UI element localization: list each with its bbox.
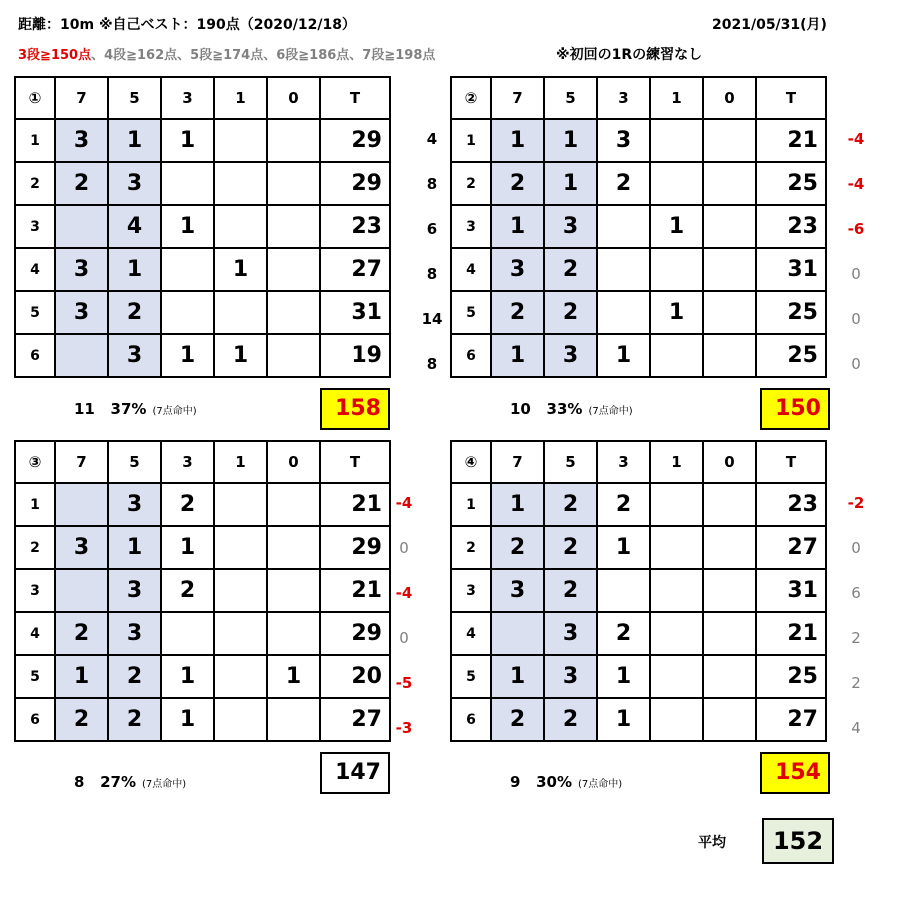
hit-count-cell: 3 [597,119,650,162]
column-header-5: 5 [108,77,161,119]
hit-count-cell [650,698,703,741]
hit-count-cell: 2 [161,483,214,526]
hit-count-cell [703,291,756,334]
hit-count-cell: 2 [597,612,650,655]
end-row [15,248,390,291]
hit-count-cell [55,483,108,526]
hit-count-cell: 1 [161,334,214,377]
seven-point-percent: 37% [110,400,147,418]
score-difference: 0 [399,629,409,647]
column-header-3: 3 [597,441,650,483]
column-header-3: 3 [597,77,650,119]
end-row [15,569,390,612]
end-row [15,162,390,205]
end-row [451,119,826,162]
hit-count-cell [267,698,320,741]
hit-count-cell: 1 [161,119,214,162]
end-number: 2 [451,526,491,569]
seven-point-percent: 33% [546,400,583,418]
round-total: 154 [760,752,830,794]
hit-count-cell: 2 [491,698,544,741]
hit-count-cell [597,291,650,334]
end-row [451,655,826,698]
hit-count-cell: 3 [491,569,544,612]
hit-count-cell [703,162,756,205]
end-total: 23 [320,205,390,248]
hit-count-cell: 3 [55,119,108,162]
hit-count-cell [597,205,650,248]
hit-count-cell [703,205,756,248]
hit-count-cell: 1 [214,334,267,377]
hit-count-cell: 1 [214,248,267,291]
hit-count-cell: 3 [544,612,597,655]
side-value: 14 [421,310,443,328]
end-row [15,205,390,248]
hit-count-cell [650,483,703,526]
end-number: 2 [15,162,55,205]
hit-count-cell [703,655,756,698]
hit-count-cell: 1 [491,655,544,698]
hit-count-cell: 2 [544,569,597,612]
hit-count-cell [214,612,267,655]
hit-count-cell [650,119,703,162]
hit-count-cell: 1 [491,334,544,377]
side-value: 8 [426,355,438,373]
column-header-0: 0 [703,441,756,483]
end-number: 1 [15,483,55,526]
column-header-5: 5 [108,441,161,483]
hit-count-cell [650,655,703,698]
end-total: 25 [756,291,826,334]
end-number: 5 [15,655,55,698]
hit-count-cell [267,526,320,569]
end-number: 3 [15,569,55,612]
hit-count-cell [650,162,703,205]
end-total: 31 [756,248,826,291]
seven-point-percent: 30% [536,773,573,791]
hit-count-cell [703,248,756,291]
end-total: 20 [320,655,390,698]
hit-count-cell: 2 [55,162,108,205]
round-total: 150 [760,388,830,430]
end-total: 21 [320,569,390,612]
end-number: 6 [15,334,55,377]
hit-count-cell: 2 [491,291,544,334]
score-difference: 0 [851,310,861,328]
score-difference: -3 [395,719,413,737]
seven-point-count: 9 [510,773,521,791]
hit-count-cell [703,526,756,569]
column-header-t: T [320,441,390,483]
round-label: ③ [15,441,55,483]
hit-count-cell: 2 [544,248,597,291]
hit-count-cell [214,569,267,612]
hit-count-cell [703,569,756,612]
hit-count-cell: 1 [161,655,214,698]
end-total: 21 [756,612,826,655]
hit-count-cell: 3 [55,248,108,291]
hit-count-cell [267,119,320,162]
score-table-round-1 [14,76,391,378]
hit-count-cell: 2 [161,569,214,612]
hit-count-cell [214,291,267,334]
hit-count-cell: 3 [491,248,544,291]
end-number: 5 [451,655,491,698]
hit-count-cell: 1 [597,334,650,377]
column-header-t: T [320,77,390,119]
hit-count-cell [214,162,267,205]
hit-count-cell [267,248,320,291]
score-header-row [15,77,390,119]
hit-count-cell [650,526,703,569]
hit-count-cell: 2 [108,291,161,334]
column-header-0: 0 [267,441,320,483]
score-difference: 4 [851,719,861,737]
end-total: 27 [320,698,390,741]
hit-count-cell: 1 [55,655,108,698]
end-total: 21 [756,119,826,162]
score-difference: 0 [851,355,861,373]
round-stats [510,400,633,418]
column-header-1: 1 [650,77,703,119]
end-number: 2 [15,526,55,569]
end-total: 23 [756,205,826,248]
score-table-round-2 [450,76,827,378]
end-row [451,483,826,526]
column-header-7: 7 [491,77,544,119]
round-stats [74,773,186,791]
header-note: ※初回の1Rの練習なし [556,47,703,63]
end-row [451,526,826,569]
hit-count-cell [650,248,703,291]
end-number: 3 [15,205,55,248]
end-number: 1 [15,119,55,162]
end-row [451,612,826,655]
header-date: 2021/05/31(月) [712,17,827,33]
end-total: 31 [756,569,826,612]
side-value: 8 [426,175,438,193]
hit-count-cell: 2 [491,526,544,569]
end-number: 6 [15,698,55,741]
hit-count-cell [703,612,756,655]
end-number: 4 [15,612,55,655]
end-total: 23 [756,483,826,526]
column-header-7: 7 [55,77,108,119]
hit-count-cell: 2 [491,162,544,205]
end-row [15,483,390,526]
end-row [15,119,390,162]
hit-count-cell: 2 [108,698,161,741]
end-number: 4 [451,248,491,291]
hit-count-cell [267,334,320,377]
hit-count-cell: 3 [55,526,108,569]
column-header-t: T [756,77,826,119]
round-label: ② [451,77,491,119]
score-difference: -4 [395,494,413,512]
end-number: 1 [451,119,491,162]
score-table-round-4 [450,440,827,742]
end-total: 21 [320,483,390,526]
hit-count-cell: 2 [108,655,161,698]
end-number: 3 [451,205,491,248]
hit-count-cell: 2 [544,698,597,741]
hit-count-cell: 3 [544,334,597,377]
round-stats [510,773,622,791]
column-header-t: T [756,441,826,483]
end-number: 4 [451,612,491,655]
hit-count-cell: 2 [597,483,650,526]
hit-count-cell: 3 [108,162,161,205]
hit-count-cell [267,569,320,612]
hit-count-cell [161,291,214,334]
score-difference: 2 [851,674,861,692]
seven-point-note: (7点命中) [578,779,623,790]
hit-count-cell: 3 [55,291,108,334]
end-number: 6 [451,334,491,377]
hit-count-cell: 2 [544,483,597,526]
hit-count-cell [267,291,320,334]
average-label: 平均 [698,835,726,851]
score-difference: 6 [851,584,861,602]
score-table-round-3 [14,440,391,742]
hit-count-cell: 1 [108,526,161,569]
hit-count-cell [597,569,650,612]
hit-count-cell [214,483,267,526]
hit-count-cell: 3 [544,655,597,698]
end-total: 25 [756,162,826,205]
hit-count-cell [267,162,320,205]
column-header-1: 1 [214,441,267,483]
end-total: 29 [320,162,390,205]
column-header-3: 3 [161,441,214,483]
hit-count-cell [267,612,320,655]
end-row [451,291,826,334]
hit-count-cell [214,205,267,248]
end-total: 27 [320,248,390,291]
hit-count-cell: 1 [650,205,703,248]
end-row [451,162,826,205]
score-header-row [451,441,826,483]
grade-threshold-others: 、4段≧162点、5段≧174点、6段≧186点、7段≧198点 [91,48,436,63]
hit-count-cell: 3 [108,483,161,526]
end-number: 5 [451,291,491,334]
hit-count-cell [214,655,267,698]
score-difference: -5 [395,674,413,692]
score-difference: -6 [847,220,865,238]
end-row [451,248,826,291]
hit-count-cell [161,162,214,205]
hit-count-cell: 4 [108,205,161,248]
column-header-0: 0 [267,77,320,119]
end-row [15,655,390,698]
score-header-row [451,77,826,119]
round-stats [74,400,197,418]
hit-count-cell [703,119,756,162]
side-value: 4 [426,130,438,148]
hit-count-cell: 1 [267,655,320,698]
grade-threshold-3dan: 3段≧150点 [18,48,92,63]
end-number: 1 [451,483,491,526]
column-header-5: 5 [544,441,597,483]
score-header-row [15,441,390,483]
hit-count-cell [703,334,756,377]
hit-count-cell [161,248,214,291]
score-difference: -4 [395,584,413,602]
column-header-3: 3 [161,77,214,119]
end-row [451,569,826,612]
hit-count-cell: 1 [597,526,650,569]
end-row [451,334,826,377]
hit-count-cell: 3 [108,569,161,612]
end-number: 6 [451,698,491,741]
hit-count-cell: 2 [544,526,597,569]
column-header-0: 0 [703,77,756,119]
round-total: 158 [320,388,390,430]
end-total: 29 [320,612,390,655]
hit-count-cell [491,612,544,655]
hit-count-cell: 1 [161,698,214,741]
end-total: 27 [756,698,826,741]
end-row [451,698,826,741]
end-total: 31 [320,291,390,334]
score-difference: 0 [851,539,861,557]
end-number: 4 [15,248,55,291]
seven-point-percent: 27% [100,773,137,791]
score-difference: 0 [851,265,861,283]
seven-point-note: (7点命中) [142,779,187,790]
hit-count-cell: 1 [161,205,214,248]
hit-count-cell [267,483,320,526]
hit-count-cell: 1 [650,291,703,334]
hit-count-cell: 2 [55,698,108,741]
hit-count-cell [650,569,703,612]
hit-count-cell [703,483,756,526]
hit-count-cell [55,205,108,248]
end-total: 29 [320,526,390,569]
hit-count-cell: 1 [491,483,544,526]
hit-count-cell: 2 [544,291,597,334]
end-total: 19 [320,334,390,377]
grade-thresholds [18,44,435,63]
hit-count-cell: 1 [108,119,161,162]
score-difference: -4 [847,130,865,148]
hit-count-cell [55,334,108,377]
seven-point-note: (7点命中) [152,406,197,417]
column-header-1: 1 [214,77,267,119]
end-total: 25 [756,655,826,698]
hit-count-cell [267,205,320,248]
score-difference: 0 [399,539,409,557]
end-total: 25 [756,334,826,377]
hit-count-cell [214,526,267,569]
hit-count-cell [650,612,703,655]
hit-count-cell: 1 [544,162,597,205]
hit-count-cell: 1 [161,526,214,569]
hit-count-cell [214,119,267,162]
seven-point-note: (7点命中) [588,406,633,417]
end-total: 29 [320,119,390,162]
hit-count-cell: 1 [108,248,161,291]
round-label: ① [15,77,55,119]
round-total: 147 [320,752,390,794]
end-row [15,291,390,334]
end-number: 3 [451,569,491,612]
side-value: 6 [426,220,438,238]
hit-count-cell [597,248,650,291]
end-row [15,526,390,569]
header-distance-best: 距離：10m ※自己ベスト：190点（2020/12/18） [18,17,356,33]
seven-point-count: 11 [74,400,95,418]
hit-count-cell: 3 [108,612,161,655]
hit-count-cell [703,698,756,741]
side-value: 8 [426,265,438,283]
seven-point-count: 8 [74,773,85,791]
average-value: 152 [762,818,834,864]
score-difference: -4 [847,175,865,193]
score-difference: -2 [847,494,865,512]
hit-count-cell: 3 [544,205,597,248]
column-header-7: 7 [55,441,108,483]
end-row [451,205,826,248]
hit-count-cell: 2 [597,162,650,205]
column-header-7: 7 [491,441,544,483]
hit-count-cell: 1 [597,698,650,741]
column-header-1: 1 [650,441,703,483]
hit-count-cell [214,698,267,741]
seven-point-count: 10 [510,400,531,418]
hit-count-cell [55,569,108,612]
column-header-5: 5 [544,77,597,119]
end-number: 2 [451,162,491,205]
hit-count-cell: 1 [491,119,544,162]
score-difference: 2 [851,629,861,647]
end-number: 5 [15,291,55,334]
hit-count-cell: 2 [55,612,108,655]
end-total: 27 [756,526,826,569]
hit-count-cell: 1 [491,205,544,248]
hit-count-cell: 1 [544,119,597,162]
end-row [15,334,390,377]
hit-count-cell [161,612,214,655]
end-row [15,612,390,655]
hit-count-cell: 1 [597,655,650,698]
hit-count-cell [650,334,703,377]
hit-count-cell: 3 [108,334,161,377]
round-label: ④ [451,441,491,483]
end-row [15,698,390,741]
